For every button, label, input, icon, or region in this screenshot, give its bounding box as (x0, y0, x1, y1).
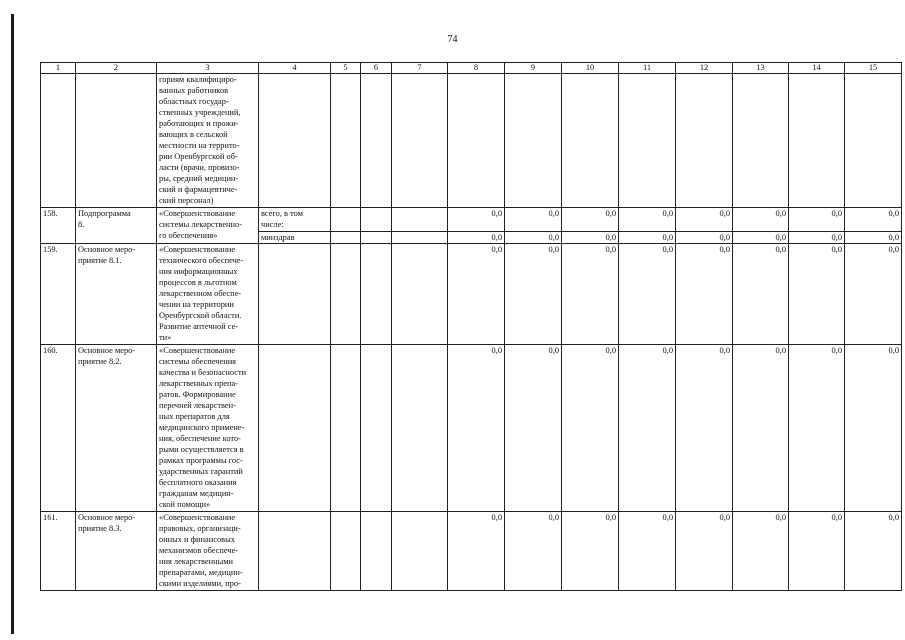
value-cell: 0,0 (733, 208, 789, 232)
program-item-cell: Основное меро- приятие 8.3. (76, 512, 157, 591)
empty-cell (259, 74, 331, 208)
empty-cell (676, 74, 733, 208)
table-header-row (41, 63, 902, 74)
value-cell: 0,0 (619, 512, 676, 591)
table-row (41, 208, 902, 232)
column-header: 6 (361, 63, 392, 74)
value-cell: 0,0 (562, 345, 619, 512)
empty-cell (448, 74, 505, 208)
page-number: 74 (447, 34, 458, 45)
description-cell: гориям квалифициро- ванных работников областных государ- ственных учреждений, работающих и прожи- вающих в сельской местности на террито- рии Оренбургской об- ласти (врачи, провизо- ры, средний медицин- ский и фармацевтиче- ский персонал) (157, 74, 259, 208)
empty-cell (331, 512, 361, 591)
value-cell: 0,0 (505, 232, 562, 244)
value-cell: 0,0 (733, 232, 789, 244)
column-header: 11 (619, 63, 676, 74)
value-cell: 0,0 (676, 232, 733, 244)
empty-cell (361, 512, 392, 591)
value-cell: 0,0 (619, 232, 676, 244)
empty-cell (361, 232, 392, 244)
column-header: 14 (789, 63, 845, 74)
program-item-cell: Основное меро- приятие 8.1. (76, 244, 157, 345)
column-header: 9 (505, 63, 562, 74)
column-header: 8 (448, 63, 505, 74)
empty-cell (789, 74, 845, 208)
empty-cell (392, 74, 448, 208)
value-cell: 0,0 (676, 512, 733, 591)
empty-cell (331, 345, 361, 512)
column-header: 12 (676, 63, 733, 74)
empty-cell (361, 208, 392, 232)
description-cell: «Совершенствование системы лекарственно- го обеспечения» (157, 208, 259, 244)
empty-cell (619, 74, 676, 208)
value-cell: 0,0 (789, 345, 845, 512)
value-cell: 0,0 (562, 232, 619, 244)
value-cell: 0,0 (845, 244, 902, 345)
value-cell: 0,0 (733, 345, 789, 512)
value-cell: 0,0 (505, 345, 562, 512)
empty-cell (361, 244, 392, 345)
column-header: 13 (733, 63, 789, 74)
empty-cell (331, 232, 361, 244)
value-cell: 0,0 (733, 512, 789, 591)
page-binding-edge (11, 14, 14, 634)
value-cell: 0,0 (562, 208, 619, 232)
empty-cell (331, 208, 361, 232)
empty-cell (331, 74, 361, 208)
empty-cell (392, 512, 448, 591)
value-cell: 0,0 (619, 244, 676, 345)
budget-table (40, 62, 902, 591)
row-number-cell: 158. (41, 208, 76, 244)
program-item-cell: Основное меро- приятие 8.2. (76, 345, 157, 512)
empty-cell (331, 244, 361, 345)
funding-source-cell (259, 244, 331, 345)
value-cell: 0,0 (448, 232, 505, 244)
value-cell: 0,0 (789, 208, 845, 232)
empty-cell (505, 74, 562, 208)
value-cell: 0,0 (845, 512, 902, 591)
column-header: 1 (41, 63, 76, 74)
value-cell: 0,0 (789, 512, 845, 591)
value-cell: 0,0 (733, 244, 789, 345)
value-cell: 0,0 (789, 232, 845, 244)
value-cell: 0,0 (562, 512, 619, 591)
column-header: 15 (845, 63, 902, 74)
program-item-cell: Подпрограмма 8. (76, 208, 157, 244)
description-cell: «Совершенствование правовых, организаци- онных и финансовых механизмов обеспече- ния лекарственными препаратами, медицин- скими изделиями, про- (157, 512, 259, 591)
table-row (41, 74, 902, 208)
value-cell: 0,0 (505, 512, 562, 591)
value-cell: 0,0 (448, 244, 505, 345)
value-cell: 0,0 (845, 345, 902, 512)
value-cell: 0,0 (845, 208, 902, 232)
column-header: 7 (392, 63, 448, 74)
table-row (41, 345, 902, 512)
funding-source-cell (259, 512, 331, 591)
value-cell: 0,0 (505, 244, 562, 345)
column-header: 10 (562, 63, 619, 74)
value-cell: 0,0 (448, 208, 505, 232)
empty-cell (562, 74, 619, 208)
table-row (41, 244, 902, 345)
row-number-cell: 160. (41, 345, 76, 512)
empty-cell (845, 74, 902, 208)
value-cell: 0,0 (448, 345, 505, 512)
funding-source-cell (259, 345, 331, 512)
funding-source-cell: всего, в том числе: (259, 208, 331, 232)
description-cell: «Совершенствование технического обеспече- ния информационных процессов в льготном лекарственном обеспе- чении на территории Оренбургской области. Развитие аптечной се- ти» (157, 244, 259, 345)
description-cell: «Совершенствование системы обеспечения качества и безопасности лекарственных препа- ратов. Формирование перечней лекарствен- ных препаратов для медицинского примене- ния, обеспечение кото- рыми осуществляется в рамках программы гос- ударственных гарантий бесплатного оказания гражданам медицин- ской помощи» (157, 345, 259, 512)
value-cell: 0,0 (619, 208, 676, 232)
empty-cell (392, 345, 448, 512)
value-cell: 0,0 (505, 208, 562, 232)
value-cell: 0,0 (676, 208, 733, 232)
row-number-cell (41, 74, 76, 208)
value-cell: 0,0 (562, 244, 619, 345)
value-cell: 0,0 (676, 244, 733, 345)
column-header: 4 (259, 63, 331, 74)
empty-cell (361, 345, 392, 512)
value-cell: 0,0 (619, 345, 676, 512)
row-number-cell: 161. (41, 512, 76, 591)
value-cell: 0,0 (448, 512, 505, 591)
empty-cell (392, 244, 448, 345)
value-cell: 0,0 (845, 232, 902, 244)
empty-cell (733, 74, 789, 208)
funding-source-cell: минздрав (259, 232, 331, 244)
column-header: 5 (331, 63, 361, 74)
table-row (41, 512, 902, 591)
column-header: 2 (76, 63, 157, 74)
empty-cell (392, 208, 448, 232)
column-header: 3 (157, 63, 259, 74)
empty-cell (392, 232, 448, 244)
row-number-cell: 159. (41, 244, 76, 345)
program-item-cell (76, 74, 157, 208)
value-cell: 0,0 (676, 345, 733, 512)
value-cell: 0,0 (789, 244, 845, 345)
empty-cell (361, 74, 392, 208)
